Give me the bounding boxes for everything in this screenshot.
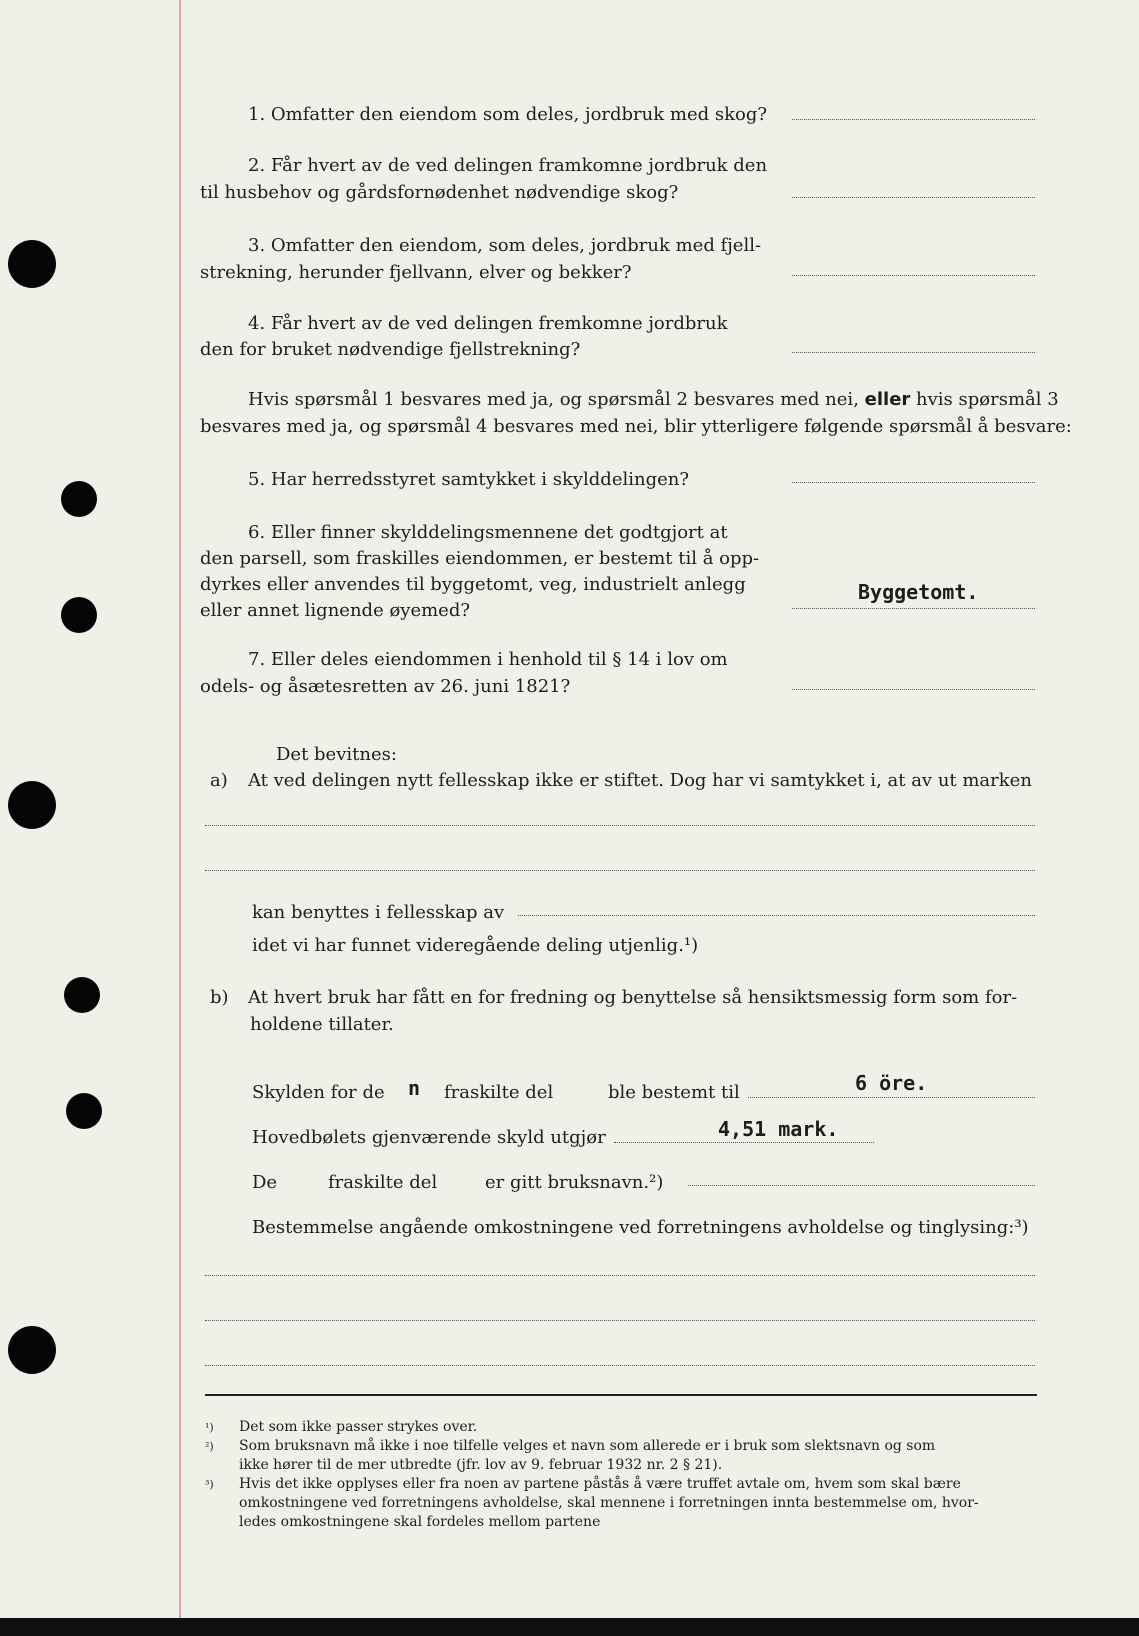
question-2-line-2: til husbehov og gårdsfornødenhet nødvendige skog? — [200, 182, 679, 203]
question-7-line-1: 7. Eller deles eiendommen i henhold til § 14 i lov om — [248, 649, 728, 670]
omkost-line-2[interactable] — [205, 1320, 1035, 1321]
footnote-1-marker: ¹) — [205, 1421, 214, 1434]
answer-q6: Byggetomt. — [858, 580, 979, 604]
attest-heading: Det bevitnes: — [276, 744, 397, 765]
answer-line-q2[interactable] — [792, 197, 1035, 198]
question-4-line-1: 4. Får hvert av de ved delingen fremkomne jordbruk — [248, 313, 728, 334]
question-6-line-2: den parsell, som fraskilles eiendommen, er bestemt til å opp- — [200, 548, 760, 569]
question-6-line-3: dyrkes eller anvendes til byggetomt, veg, industrielt anlegg — [200, 574, 746, 595]
footnote-divider — [205, 1394, 1037, 1396]
question-2-line-1: 2. Får hvert av de ved delingen framkomne jordbruk den — [248, 155, 768, 176]
skyld-line[interactable] — [748, 1097, 1035, 1098]
punch-hole — [66, 1093, 102, 1129]
bruksnavn-line[interactable] — [688, 1185, 1035, 1186]
punch-hole — [8, 781, 56, 829]
answer-line-q7[interactable] — [792, 689, 1035, 690]
punch-hole — [61, 481, 97, 517]
footnote-2-cont: ikke hører til de mer utbredte (jfr. lov av 9. februar 1932 nr. 2 § 21). — [239, 1457, 723, 1473]
bruksnavn-label: er gitt bruksnavn.²) — [485, 1172, 664, 1193]
footnote-3-cont-1: omkostningene ved forretningens avholdelse, skal mennene i forretningen innta bestemmelse om, hvor- — [239, 1495, 979, 1511]
footnote-1 — [205, 1418, 477, 1437]
bestemt-label: ble bestemt til — [608, 1082, 740, 1103]
attest-a-text: At ved delingen nytt fellesskap ikke er stiftet. Dog har vi samtykket i, at av ut marken — [248, 770, 1032, 791]
attest-a-line-1[interactable] — [205, 825, 1035, 826]
question-3-line-2: strekning, herunder fjellvann, elver og bekker? — [200, 262, 632, 283]
hovedbol-value: 4,51 mark. — [718, 1117, 839, 1141]
question-1: 1. Omfatter den eiendom som deles, jordbruk med skog? — [248, 104, 767, 125]
question-7-line-2: odels- og åsætesretten av 26. juni 1821? — [200, 676, 571, 697]
margin-line — [179, 0, 181, 1636]
skylden-label: Skylden for de — [252, 1082, 385, 1103]
attest-a-line-2[interactable] — [205, 870, 1035, 871]
omkost-label: Bestemmelse angående omkostningene ved forretningens avholdelse og tinglysing:³) — [252, 1217, 1029, 1238]
punch-hole — [8, 1326, 56, 1374]
fraskilte-label: fraskilte del — [444, 1082, 554, 1103]
question-5: 5. Har herredsstyret samtykket i skylddelingen? — [248, 469, 689, 490]
skylden-number: n — [408, 1076, 421, 1100]
instruction-bold: eller — [864, 389, 911, 410]
instruction-line-1 — [248, 387, 1059, 413]
instruction-line-2: besvares med ja, og spørsmål 4 besvares med nei, blir ytterligere følgende spørsmål å besvare: — [200, 416, 1072, 437]
answer-line-q1[interactable] — [792, 119, 1035, 120]
question-6-line-1: 6. Eller finner skylddelingsmennene det godtgjort at — [248, 522, 728, 543]
attest-benyttes: kan benyttes i fellesskap av — [252, 902, 505, 923]
question-3-line-1: 3. Omfatter den eiendom, som deles, jordbruk med fjell- — [248, 235, 762, 256]
hovedbol-label: Hovedbølets gjenværende skyld utgjør — [252, 1127, 606, 1148]
attest-b-line-1: At hvert bruk har fått en for fredning og benyttelse så hensiktsmessig form som for- — [248, 987, 1018, 1008]
punch-hole — [8, 240, 56, 288]
answer-line-q4[interactable] — [792, 352, 1035, 353]
answer-line-q6[interactable] — [792, 608, 1035, 609]
answer-line-q5[interactable] — [792, 482, 1035, 483]
attest-b-line-2: holdene tillater. — [250, 1014, 394, 1035]
footnote-3-marker: ³) — [205, 1478, 214, 1491]
skyld-value: 6 öre. — [855, 1071, 928, 1095]
footnote-2 — [205, 1437, 935, 1456]
omkost-line-3[interactable] — [205, 1365, 1035, 1366]
fraskilte2-label: fraskilte del — [328, 1172, 438, 1193]
attest-utjenlig: idet vi har funnet videregående deling utjenlig.¹) — [252, 935, 699, 956]
de-label: De — [252, 1172, 278, 1193]
hovedbol-line[interactable] — [614, 1142, 874, 1143]
answer-line-q3[interactable] — [792, 275, 1035, 276]
attest-a-marker: a) — [210, 770, 228, 791]
footnote-2-line-1: Som bruksnavn må ikke i noe tilfelle velges et navn som allerede er i bruk som slektsnavn og som — [239, 1438, 936, 1454]
instruction-part-a: Hvis spørsmål 1 besvares med ja, og spørsmål 2 besvares med nei, — [248, 389, 859, 410]
footnote-3-line-1: Hvis det ikke opplyses eller fra noen av partene påstås å være truffet avtale om, hvem som skal bære — [239, 1476, 961, 1492]
question-4-line-2: den for bruket nødvendige fjellstrekning? — [200, 339, 581, 360]
footnote-1-line-1: Det som ikke passer strykes over. — [239, 1419, 478, 1435]
punch-hole — [61, 597, 97, 633]
footnote-3-cont-2: ledes omkostningene skal fordeles mellom partene — [239, 1514, 601, 1530]
instruction-part-b: hvis spørsmål 3 — [916, 389, 1059, 410]
omkost-line-1[interactable] — [205, 1275, 1035, 1276]
footnote-3 — [205, 1475, 961, 1494]
attest-b-marker: b) — [210, 987, 229, 1008]
scan-edge — [0, 1618, 1139, 1636]
footnote-2-marker: ²) — [205, 1440, 214, 1453]
question-6-line-4: eller annet lignende øyemed? — [200, 600, 470, 621]
attest-benyttes-line[interactable] — [518, 915, 1035, 916]
punch-hole — [64, 977, 100, 1013]
